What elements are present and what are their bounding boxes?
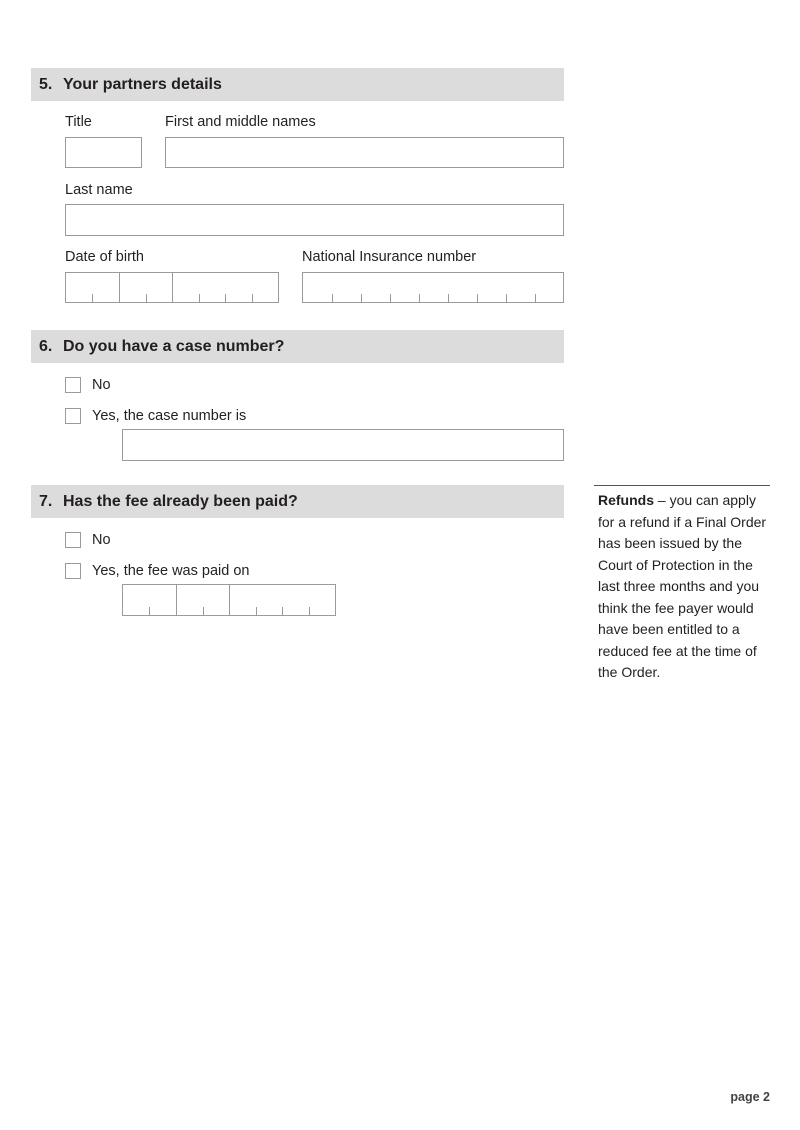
section-6-header xyxy=(31,330,564,363)
dob-tick xyxy=(252,294,253,302)
sidebar-divider xyxy=(594,485,770,486)
dob-tick xyxy=(199,294,200,302)
ni-tick xyxy=(506,294,507,302)
date-tick xyxy=(282,607,283,615)
date-separator xyxy=(229,585,230,615)
date-tick xyxy=(309,607,310,615)
section-7-number: 7. xyxy=(39,493,53,510)
dob-input[interactable] xyxy=(65,272,279,303)
section-6-title: Do you have a case number? xyxy=(63,338,285,355)
dob-tick xyxy=(146,294,147,302)
date-tick xyxy=(203,607,204,615)
case-number-no-label: No xyxy=(92,377,111,393)
section-5-header xyxy=(31,68,564,101)
fee-paid-date-input[interactable] xyxy=(122,584,336,616)
ni-tick xyxy=(419,294,420,302)
case-number-no-checkbox[interactable] xyxy=(65,377,81,393)
case-number-yes-label: Yes, the case number is xyxy=(92,408,247,424)
ni-tick xyxy=(332,294,333,302)
fee-paid-no-label: No xyxy=(92,532,111,548)
section-6-number: 6. xyxy=(39,338,53,355)
dob-label: Date of birth xyxy=(65,249,144,265)
case-number-input[interactable] xyxy=(122,429,564,461)
refunds-text: – you can apply for a refund if a Final Order has been issued by the Court of Protection in the last three months and you think the fee payer would have been entitled to a reduced fee at the time of the Order. xyxy=(598,492,767,680)
fee-paid-no-checkbox[interactable] xyxy=(65,532,81,548)
ni-tick xyxy=(535,294,536,302)
dob-tick xyxy=(92,294,93,302)
title-label: Title xyxy=(65,114,92,130)
section-5-number: 5. xyxy=(39,76,53,93)
dob-separator xyxy=(172,273,173,302)
date-tick xyxy=(149,607,150,615)
date-tick xyxy=(256,607,257,615)
dob-tick xyxy=(225,294,226,302)
dob-separator xyxy=(119,273,120,302)
last-name-label: Last name xyxy=(65,182,133,198)
ni-tick xyxy=(390,294,391,302)
case-number-yes-checkbox[interactable] xyxy=(65,408,81,424)
ni-number-input[interactable] xyxy=(302,272,564,303)
first-names-label: First and middle names xyxy=(165,114,316,130)
ni-tick xyxy=(477,294,478,302)
section-7-title: Has the fee already been paid? xyxy=(63,493,298,510)
title-input[interactable] xyxy=(65,137,142,168)
refunds-heading: Refunds xyxy=(598,492,654,508)
date-separator xyxy=(176,585,177,615)
fee-paid-yes-checkbox[interactable] xyxy=(65,563,81,579)
refunds-note xyxy=(598,490,770,684)
last-name-input[interactable] xyxy=(65,204,564,236)
ni-label: National Insurance number xyxy=(302,249,477,265)
section-7-header xyxy=(31,485,564,518)
first-names-input[interactable] xyxy=(165,137,564,168)
page-number: page 2 xyxy=(730,1090,770,1104)
section-5-title: Your partners details xyxy=(63,76,222,93)
ni-tick xyxy=(361,294,362,302)
ni-tick xyxy=(448,294,449,302)
fee-paid-yes-label: Yes, the fee was paid on xyxy=(92,563,250,579)
